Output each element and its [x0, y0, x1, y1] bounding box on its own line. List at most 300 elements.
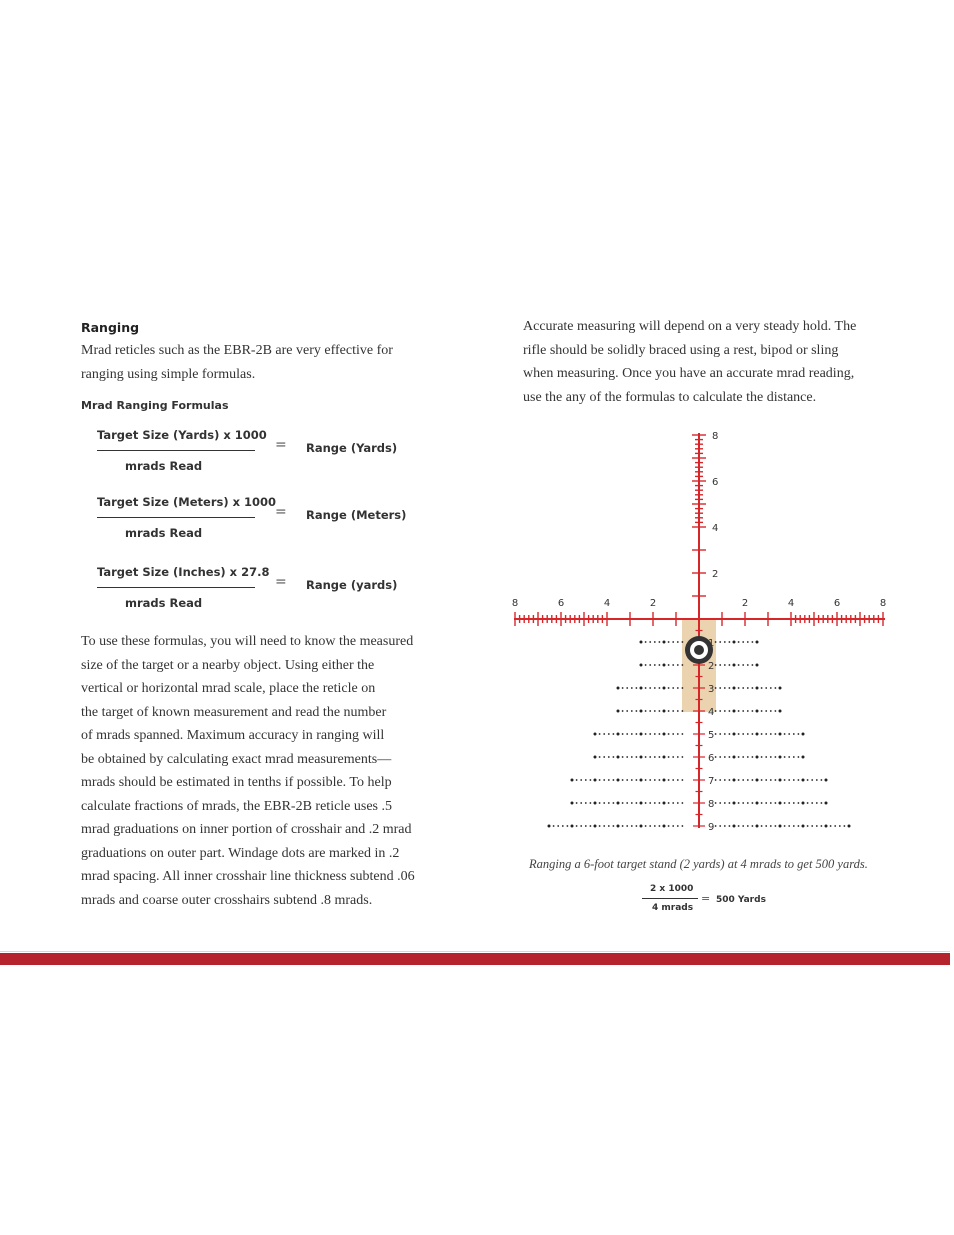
fraction-bar: [97, 587, 255, 588]
windage-dot: [798, 756, 800, 758]
windage-dot: [733, 664, 736, 667]
windage-dot: [719, 641, 721, 643]
windage-dot: [784, 825, 786, 827]
windage-dot: [640, 802, 643, 805]
windage-dot: [557, 825, 559, 827]
windage-dot: [752, 687, 754, 689]
windage-dot: [659, 756, 661, 758]
windage-dot: [654, 664, 656, 666]
windage-dot: [765, 825, 767, 827]
windage-dot: [738, 710, 740, 712]
windage-dot: [779, 825, 782, 828]
windage-dot: [636, 733, 638, 735]
windage-dot: [802, 733, 805, 736]
windage-dot: [793, 825, 795, 827]
windage-dot: [724, 802, 726, 804]
windage-dot: [682, 825, 684, 827]
windage-dot: [636, 687, 638, 689]
windage-dot: [788, 825, 790, 827]
windage-dot: [742, 641, 744, 643]
windage-dot: [594, 825, 597, 828]
windage-dot: [654, 733, 656, 735]
windage-dot: [770, 733, 772, 735]
reticle-label: 4: [787, 598, 795, 609]
windage-dot: [798, 825, 800, 827]
windage-dot: [590, 825, 592, 827]
windage-dot: [654, 687, 656, 689]
windage-dot: [659, 710, 661, 712]
windage-dot: [738, 802, 740, 804]
windage-dot: [682, 664, 684, 666]
windage-dot: [553, 825, 555, 827]
windage-dot: [738, 825, 740, 827]
windage-dot: [719, 779, 721, 781]
windage-dot: [617, 802, 620, 805]
text-line: mrad spacing. All inner crosshair line thickness subtend .06: [81, 869, 415, 884]
reticle-label: 2: [649, 598, 657, 609]
windage-dot: [654, 756, 656, 758]
windage-dot: [798, 733, 800, 735]
text-line: size of the target or a nearby object. Using either the: [81, 657, 375, 673]
windage-dot: [733, 733, 736, 736]
windage-dot: [636, 825, 638, 827]
windage-dot: [590, 779, 592, 781]
windage-dot: [622, 756, 624, 758]
reticle-label: 6: [557, 598, 565, 609]
windage-dot: [729, 687, 731, 689]
formula-meters: [97, 495, 427, 545]
windage-dot: [770, 779, 772, 781]
windage-dot: [677, 733, 679, 735]
windage-dot: [761, 687, 763, 689]
windage-dot: [719, 756, 721, 758]
windage-dot: [770, 710, 772, 712]
windage-dot: [733, 756, 736, 759]
reticle-label: 4: [712, 523, 719, 534]
footer-rule: [0, 951, 950, 952]
windage-dot: [729, 779, 731, 781]
windage-dot: [682, 756, 684, 758]
windage-dot: [756, 756, 759, 759]
windage-dot: [645, 733, 647, 735]
windage-dot: [770, 756, 772, 758]
windage-dot: [807, 802, 809, 804]
windage-dot: [654, 641, 656, 643]
windage-dot: [816, 779, 818, 781]
windage-dot: [622, 687, 624, 689]
reticle-label: 2: [708, 661, 715, 672]
text-line: To use these formulas, you will need to know the measured: [81, 634, 414, 649]
windage-dot: [770, 802, 772, 804]
footer-band: [0, 953, 950, 965]
text-line: Accurate measuring will depend on a very steady hold. The: [523, 319, 857, 334]
windage-dot: [668, 733, 670, 735]
windage-dot: [788, 802, 790, 804]
windage-dot: [756, 710, 759, 713]
windage-dot: [580, 779, 582, 781]
windage-dot: [613, 756, 615, 758]
windage-dot: [663, 687, 666, 690]
ebr-2b-reticle-diagram: [505, 425, 895, 840]
figure-caption: Ranging a 6-foot target stand (2 yards) at 4 mrads to get 500 yards.: [529, 857, 868, 871]
text-line: rifle should be solidly braced using a rest, bipod or sling: [523, 342, 839, 358]
windage-dot: [715, 733, 717, 735]
example-formula: [640, 884, 780, 918]
reticle-label: 4: [708, 707, 715, 718]
windage-dot: [599, 733, 601, 735]
reticle-label: 6: [833, 598, 841, 609]
windage-dot: [668, 802, 670, 804]
windage-dot: [742, 756, 744, 758]
windage-dot: [756, 664, 759, 667]
windage-dot: [649, 687, 651, 689]
windage-dot: [580, 825, 582, 827]
windage-dot: [733, 641, 736, 644]
windage-dot: [617, 733, 620, 736]
windage-dot: [603, 756, 605, 758]
windage-dot: [571, 779, 574, 782]
windage-dot: [715, 664, 717, 666]
windage-dot: [752, 779, 754, 781]
windage-dot: [682, 687, 684, 689]
windage-dot: [585, 779, 587, 781]
windage-dot: [752, 802, 754, 804]
windage-dot: [659, 641, 661, 643]
windage-dot: [631, 802, 633, 804]
windage-dot: [640, 756, 643, 759]
example-numerator: 2 x 1000: [650, 884, 694, 894]
windage-dot: [649, 779, 651, 781]
windage-dot: [571, 825, 574, 828]
windage-dot: [738, 779, 740, 781]
windage-dot: [626, 756, 628, 758]
windage-dot: [659, 687, 661, 689]
text-line: be obtained by calculating exact mrad measurements—: [81, 751, 392, 767]
usage-paragraph: [81, 630, 415, 912]
windage-dot: [613, 825, 615, 827]
windage-dot: [663, 710, 666, 713]
windage-dot: [603, 733, 605, 735]
windage-dot: [811, 825, 813, 827]
windage-dot: [677, 687, 679, 689]
windage-dot: [677, 641, 679, 643]
text-line: graduations on outer part. Windage dots are marked in .2: [81, 845, 400, 861]
windage-dot: [779, 779, 782, 782]
windage-dot: [715, 641, 717, 643]
windage-dot: [636, 779, 638, 781]
windage-dot: [765, 756, 767, 758]
windage-dot: [622, 802, 624, 804]
equals-sign: =: [275, 504, 287, 520]
formula-numerator: Target Size (Yards) x 1000: [97, 428, 267, 442]
windage-dot: [645, 687, 647, 689]
windage-dot: [636, 802, 638, 804]
windage-dot: [802, 779, 805, 782]
windage-dot: [613, 802, 615, 804]
windage-dot: [798, 802, 800, 804]
windage-dot: [599, 756, 601, 758]
windage-dot: [733, 779, 736, 782]
reticle-graphics: [511, 433, 885, 828]
windage-dot: [649, 710, 651, 712]
windage-dot: [640, 687, 643, 690]
windage-dot: [608, 733, 610, 735]
windage-dot: [585, 802, 587, 804]
windage-dot: [631, 825, 633, 827]
windage-dot: [724, 687, 726, 689]
windage-dot: [631, 710, 633, 712]
windage-dot: [649, 756, 651, 758]
windage-dot: [756, 641, 759, 644]
windage-dot: [747, 779, 749, 781]
windage-dot: [677, 779, 679, 781]
text-line: ranging using simple formulas.: [81, 366, 256, 382]
windage-dot: [668, 641, 670, 643]
windage-dot: [742, 779, 744, 781]
windage-dot: [613, 779, 615, 781]
windage-dot: [672, 641, 674, 643]
windage-dot: [672, 687, 674, 689]
windage-dot: [631, 779, 633, 781]
reticle-label: 6: [708, 753, 715, 764]
windage-dot: [802, 825, 805, 828]
windage-dot: [839, 825, 841, 827]
windage-dot: [784, 779, 786, 781]
reticle-label: 8: [511, 598, 519, 609]
windage-dot: [834, 825, 836, 827]
reticle-label: 8: [712, 431, 719, 442]
windage-dot: [603, 779, 605, 781]
windage-dot: [617, 756, 620, 759]
windage-dot: [622, 710, 624, 712]
windage-dot: [576, 825, 578, 827]
windage-dot: [645, 641, 647, 643]
windage-dot: [663, 733, 666, 736]
windage-dot: [825, 825, 828, 828]
windage-dot: [784, 756, 786, 758]
windage-dot: [761, 779, 763, 781]
windage-dot: [645, 710, 647, 712]
windage-dot: [729, 641, 731, 643]
windage-dot: [775, 733, 777, 735]
windage-dot: [733, 710, 736, 713]
example-denominator: 4 mrads: [652, 903, 694, 913]
reticle-label: 8: [708, 799, 715, 810]
windage-dot: [742, 733, 744, 735]
windage-dot: [747, 710, 749, 712]
windage-dot: [599, 802, 601, 804]
windage-dot: [617, 687, 620, 690]
reticle-label: 2: [741, 598, 749, 609]
windage-dot: [719, 825, 721, 827]
text-line: mrads should be estimated in tenths if possible. To help: [81, 775, 392, 790]
windage-dot: [659, 802, 661, 804]
windage-dot: [775, 802, 777, 804]
windage-dot: [752, 641, 754, 643]
windage-dot: [672, 756, 674, 758]
windage-dot: [654, 779, 656, 781]
windage-dot: [738, 664, 740, 666]
windage-dot: [784, 733, 786, 735]
windage-dot: [640, 733, 643, 736]
windage-dot: [816, 825, 818, 827]
text-line: vertical or horizontal mrad scale, place the reticle on: [81, 681, 376, 696]
windage-dot: [738, 687, 740, 689]
windage-dot: [747, 641, 749, 643]
formula-numerator: Target Size (Inches) x 27.8: [97, 565, 270, 579]
formula-denominator: mrads Read: [125, 526, 203, 540]
windage-dot: [724, 825, 726, 827]
windage-dot: [663, 779, 666, 782]
windage-dot: [729, 756, 731, 758]
reticle-label: 6: [712, 477, 719, 488]
text-line: when measuring. Once you have an accurate mrad reading,: [523, 366, 855, 381]
windage-dot: [645, 779, 647, 781]
windage-dot: [765, 779, 767, 781]
windage-dot: [747, 733, 749, 735]
windage-dot: [715, 687, 717, 689]
windage-dot: [715, 710, 717, 712]
windage-dot: [719, 687, 721, 689]
windage-dot: [682, 710, 684, 712]
windage-dot: [775, 779, 777, 781]
reticle-label: 3: [708, 684, 715, 695]
windage-dot: [672, 733, 674, 735]
windage-dot: [649, 733, 651, 735]
windage-dot: [779, 802, 782, 805]
windage-dot: [672, 825, 674, 827]
windage-dot: [631, 756, 633, 758]
text-line: mrad graduations on inner portion of crosshair and .2 mrad: [81, 822, 412, 837]
windage-dot: [677, 710, 679, 712]
windage-dot: [765, 802, 767, 804]
windage-dot: [603, 802, 605, 804]
windage-dot: [793, 733, 795, 735]
windage-dot: [636, 756, 638, 758]
windage-dot: [668, 664, 670, 666]
windage-dot: [613, 733, 615, 735]
windage-dot: [631, 687, 633, 689]
windage-dot: [811, 779, 813, 781]
windage-dot: [626, 733, 628, 735]
windage-dot: [654, 802, 656, 804]
windage-dot: [729, 733, 731, 735]
windage-dot: [654, 710, 656, 712]
windage-dot: [719, 710, 721, 712]
windage-dot: [733, 802, 736, 805]
windage-dot: [640, 779, 643, 782]
windage-dot: [640, 641, 643, 644]
formula-denominator: mrads Read: [125, 596, 203, 610]
windage-dot: [663, 802, 666, 805]
windage-dot: [756, 802, 759, 805]
windage-dot: [585, 825, 587, 827]
windage-dot: [672, 710, 674, 712]
windage-dot: [770, 825, 772, 827]
windage-dot: [825, 802, 828, 805]
windage-dot: [756, 825, 759, 828]
windage-dot: [765, 733, 767, 735]
windage-dot: [626, 710, 628, 712]
windage-dot: [724, 733, 726, 735]
windage-dot: [733, 687, 736, 690]
windage-dot: [761, 710, 763, 712]
windage-dot: [672, 802, 674, 804]
windage-dot: [640, 710, 643, 713]
windage-dot: [567, 825, 569, 827]
windage-dot: [729, 710, 731, 712]
windage-dot: [719, 802, 721, 804]
windage-dot: [649, 664, 651, 666]
windage-dot: [752, 710, 754, 712]
windage-dot: [816, 802, 818, 804]
windage-dot: [608, 779, 610, 781]
windage-dot: [594, 756, 597, 759]
windage-dot: [724, 779, 726, 781]
windage-dot: [672, 664, 674, 666]
section-title: Ranging: [81, 320, 140, 335]
windage-dot: [821, 779, 823, 781]
windage-dot: [668, 687, 670, 689]
windage-dot: [830, 825, 832, 827]
windage-dot: [645, 825, 647, 827]
windage-dot: [742, 664, 744, 666]
windage-dot: [715, 779, 717, 781]
reticle-label: 5: [708, 730, 715, 741]
windage-dot: [580, 802, 582, 804]
text-line: of mrads spanned. Maximum accuracy in ranging will: [81, 728, 385, 743]
windage-dot: [715, 756, 717, 758]
fraction-bar: [642, 898, 698, 899]
windage-dot: [608, 756, 610, 758]
windage-dot: [617, 710, 620, 713]
windage-dot: [682, 733, 684, 735]
windage-dot: [645, 802, 647, 804]
windage-dot: [775, 710, 777, 712]
formula-result: Range (yards): [306, 578, 398, 592]
reticle-label: 4: [603, 598, 611, 609]
windage-dot: [761, 733, 763, 735]
windage-dot: [654, 825, 656, 827]
windage-dot: [779, 733, 782, 736]
windage-dot: [802, 756, 805, 759]
intro-paragraph: [81, 339, 393, 386]
windage-dot: [636, 710, 638, 712]
windage-dot: [765, 710, 767, 712]
windage-dot: [821, 802, 823, 804]
windage-dot: [752, 825, 754, 827]
windage-dot: [738, 733, 740, 735]
windage-dot: [715, 825, 717, 827]
windage-dot: [562, 825, 564, 827]
windage-dot: [729, 825, 731, 827]
text-line: calculate fractions of mrads, the EBR-2B reticle uses .5: [81, 798, 393, 814]
windage-dot: [599, 825, 601, 827]
windage-dot: [752, 756, 754, 758]
windage-dot: [825, 779, 828, 782]
windage-dot: [548, 825, 551, 828]
windage-dot: [724, 664, 726, 666]
windage-dot: [802, 802, 805, 805]
fraction-bar: [97, 450, 255, 451]
windage-dot: [631, 733, 633, 735]
windage-dot: [756, 687, 759, 690]
windage-dot: [645, 664, 647, 666]
windage-dot: [608, 802, 610, 804]
windage-dot: [756, 779, 759, 782]
windage-dot: [677, 756, 679, 758]
windage-dot: [617, 825, 620, 828]
